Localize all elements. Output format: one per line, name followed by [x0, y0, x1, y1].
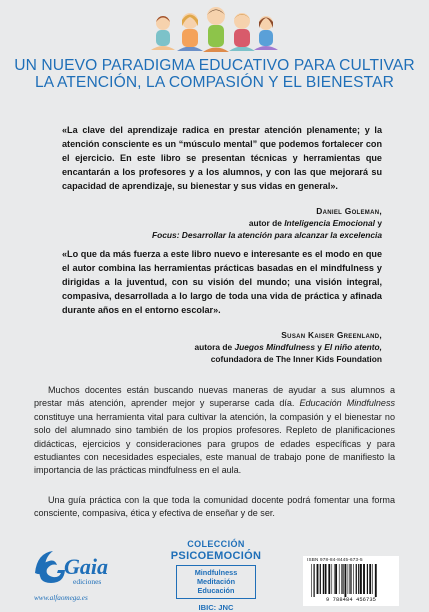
isbn-label: ISBN 978-84-8445-673-5 — [307, 557, 363, 562]
attribution-kaiser-greenland — [194, 329, 382, 366]
logo-subtitle: ediciones — [73, 577, 102, 586]
headline-line-1: UN NUEVO PARADIGMA EDUCATIVO PARA CULTIVAR — [14, 57, 415, 74]
ibic-code: IBIC: JNC — [198, 602, 234, 612]
gaia-ediciones-logo — [31, 543, 123, 595]
isbn-digits: 9 788484 456735 — [325, 597, 377, 603]
barcode-bar — [313, 564, 314, 597]
attribution-author: Daniel Goleman, — [316, 206, 382, 216]
attribution-suffix: y — [375, 218, 382, 229]
book-title: Inteligencia Emocional — [284, 218, 375, 229]
quote-goleman: «La clave del aprendizaje radica en prestar atención plenamente; y la atención consciente es un “músculo mental” que podemos fortalecer con el ejercicio. En este libro se presentan técnicas y herramientas que encantarán a los profesores y a los alumnos, y con las que mejorará su capacidad de aprendizaje, su bienestar y sus vidas en general». — [62, 125, 382, 191]
collection-topic: Educación — [197, 586, 235, 596]
meditating-children-illustration — [148, 2, 280, 54]
barcode-bar — [334, 564, 335, 594]
paragraph-text: constituye una herramienta vital para cultivar la atención, la compasión y el bienestar no solo del alumnado sino también de los propios profesores. Repleto de planificaciones didácticas, ejercicios y consideraciones para grupos de edades específicas y para estudiantes con necesidades especiales, este manual de trabajo pone de manifiesto la importancia de las prácticas mindfulness en el aula. — [34, 411, 395, 476]
logo-wordmark: Gaia — [64, 554, 108, 579]
barcode-bar — [348, 564, 349, 594]
book-title: El niño atento, — [324, 342, 382, 353]
barcode-bar — [367, 564, 368, 594]
barcode-icon — [311, 564, 395, 597]
headline — [0, 57, 429, 91]
book-title: Juegos Mindfulness — [234, 342, 315, 353]
description-paragraph-2: Una guía práctica con la que toda la comunidad docente podrá fomentar una forma consciente, compasiva, ética y efectiva de enseñar y de ser. — [34, 495, 395, 519]
barcode-bar — [335, 564, 337, 594]
publisher-url[interactable]: www.alfaomega.es — [34, 594, 88, 602]
barcode-bar — [325, 564, 327, 594]
attribution-prefix: autor de — [248, 218, 285, 229]
isbn-barcode-block — [303, 556, 399, 606]
attribution-line-2 — [152, 217, 382, 229]
barcode-bar — [320, 564, 321, 594]
attribution-line-2 — [194, 341, 382, 353]
attribution-goleman — [152, 205, 382, 242]
barcode-bar — [372, 564, 373, 594]
barcode-bar — [351, 564, 352, 594]
attribution-conjunction: y — [314, 342, 325, 353]
collection-topic: Meditación — [196, 577, 236, 587]
quote-kaiser-greenland: «Lo que da más fuerza a este libro nuevo e interesante es el modo en que el autor combina las herramientas prácticas basadas en el mindfulness y dirigidas a la juventud, con su visión del mundo; una visión integral, compasiva, desarrollada a lo largo de toda una vida de práctica y afinada durante años en el entorno escolar». — [62, 249, 382, 315]
barcode-bar — [341, 564, 342, 594]
headline-line-2: LA ATENCIÓN, LA COMPASIÓN Y EL BIENESTAR — [34, 74, 394, 91]
barcode-bar — [339, 564, 340, 594]
barcode-bar — [363, 564, 365, 594]
attribution-prefix: autora de — [194, 342, 235, 353]
barcode-bar — [358, 564, 359, 594]
barcode-bar — [344, 564, 346, 597]
description-paragraph-1 — [34, 384, 395, 478]
paragraph-text: Muchos docentes están buscando nuevas maneras de ayudar a sus alumnos a prestar más atención, aprender mejor y superarse cada día. — [34, 385, 395, 409]
barcode-bar — [328, 564, 330, 594]
barcode-bar — [343, 564, 344, 594]
collection-name: PSICOEMOCIÓN — [170, 550, 262, 562]
barcode-bar — [317, 564, 319, 594]
barcode-bar — [323, 564, 324, 594]
barcode-bar — [356, 564, 357, 594]
barcode-bar — [360, 564, 362, 594]
barcode-bar — [375, 564, 377, 597]
attribution-author: Susan Kaiser Greenland, — [281, 330, 382, 340]
attribution-line-3: cofundadora de The Inner Kids Foundation — [210, 354, 382, 365]
barcode-bar — [349, 564, 350, 594]
barcode-bar — [331, 564, 332, 594]
collection-topics-box — [176, 565, 256, 599]
book-title: Focus: Desarrollar la atención para alcanzar la excelencia — [152, 230, 382, 241]
barcode-bar — [369, 564, 371, 594]
collection-label: COLECCIÓN — [187, 539, 245, 549]
barcode-bar — [311, 564, 312, 597]
barcode-bar — [353, 564, 354, 594]
book-title: Educación Mindfulness — [299, 398, 395, 409]
collection-topic: Mindfulness — [194, 568, 238, 577]
collection-block — [170, 539, 262, 612]
